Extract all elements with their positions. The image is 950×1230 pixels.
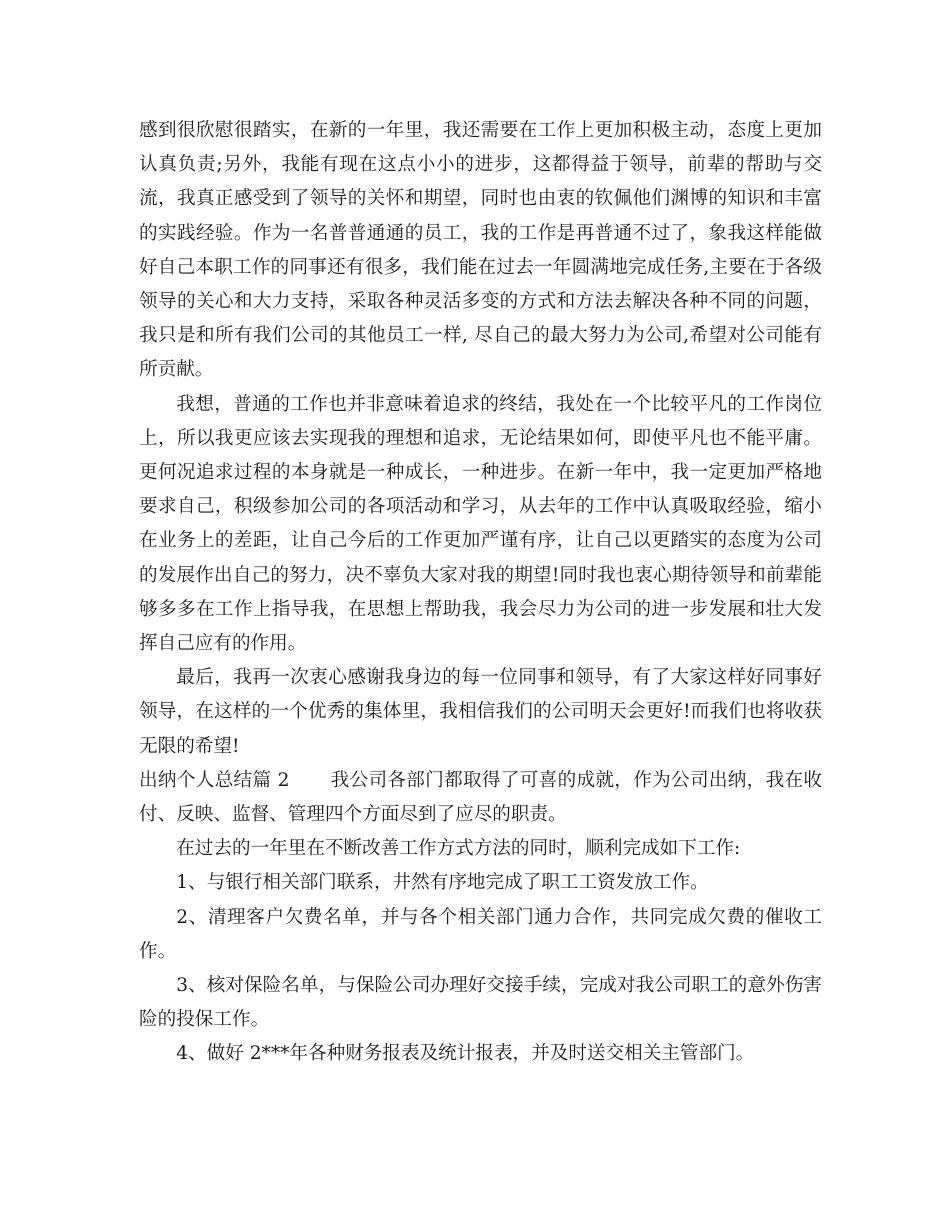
list-item-4: 4、做好 2***年各种财务报表及统计报表，并及时送交相关主管部门。	[176, 1043, 755, 1065]
section-heading: 出纳个人总结篇 2	[139, 769, 290, 791]
document-body	[139, 114, 822, 1072]
paragraph-aspiration: 我想，普通的工作也并非意味着追求的终结，我处在一个比较平凡的工作岗位上，所以我更应该去实现我的理想和追求，无论结果如何，即使平凡也不能平庸。更何况追求过程的本身就是一种成长，一种进步。在新一年中，我一定更加严格地要求自己，积级参加公司的各项活动和学习，从去年的工作中认真吸取经验，缩小在业务上的差距，让自己今后的工作更加严谨有序，让自己以更踏实的态度为公司的发展作出自己的努力，决不辜负大家对我的期望!同时我也衷心期待领导和前辈能够多多在工作上指导我，在思想上帮助我，我会尽力为公司的进一步发展和壮大发挥自己应有的作用。	[139, 393, 822, 655]
paragraph-section-two	[139, 764, 822, 832]
list-item-2: 2、清理客户欠费名单，并与各个相关部门通力合作，共同完成欠费的催收工作。	[139, 906, 822, 962]
paragraph-work-intro: 在过去的一年里在不断改善工作方式方法的同时，顺利完成如下工作:	[176, 838, 741, 860]
list-item-3: 3、核对保险名单，与保险公司办理好交接手续，完成对我公司职工的意外伤害险的投保工作。	[139, 975, 822, 1031]
paragraph-continuation: 感到很欣慰很踏实，在新的一年里，我还需要在工作上更加积极主动，态度上更加认真负责;另外，我能有现在这点小小的进步，这都得益于领导，前辈的帮助与交流，我真正感受到了领导的关怀和期望，同时也由衷的钦佩他们渊博的知识和丰富的实践经验。作为一名普普通通的员工，我的工作是再普通不过了，象我这样能做好自己本职工作的同事还有很多，我们能在过去一年圆满地完成任务,主要在于各级领导的关心和大力支持，采取各种灵活多变的方式和方法去解决各种不同的问题，我只是和所有我们公司的其他员工一样, 尽自己的最大努力为公司,希望对公司能有所贡献。	[139, 120, 822, 381]
paragraph-thanks: 最后，我再一次衷心感谢我身边的每一位同事和领导，有了大家这样好同事好领导，在这样的一个优秀的集体里，我相信我们的公司明天会更好!而我们也将收获无限的希望!	[139, 667, 822, 757]
list-item-1: 1、与银行相关部门联系，井然有序地完成了职工工资发放工作。	[176, 872, 709, 894]
section-intro-text: 我公司各部门都取得了可喜的成就，作为公司出纳，我在收付、反映、监督、管理四个方面尽到了应尽的职责。	[139, 769, 822, 826]
